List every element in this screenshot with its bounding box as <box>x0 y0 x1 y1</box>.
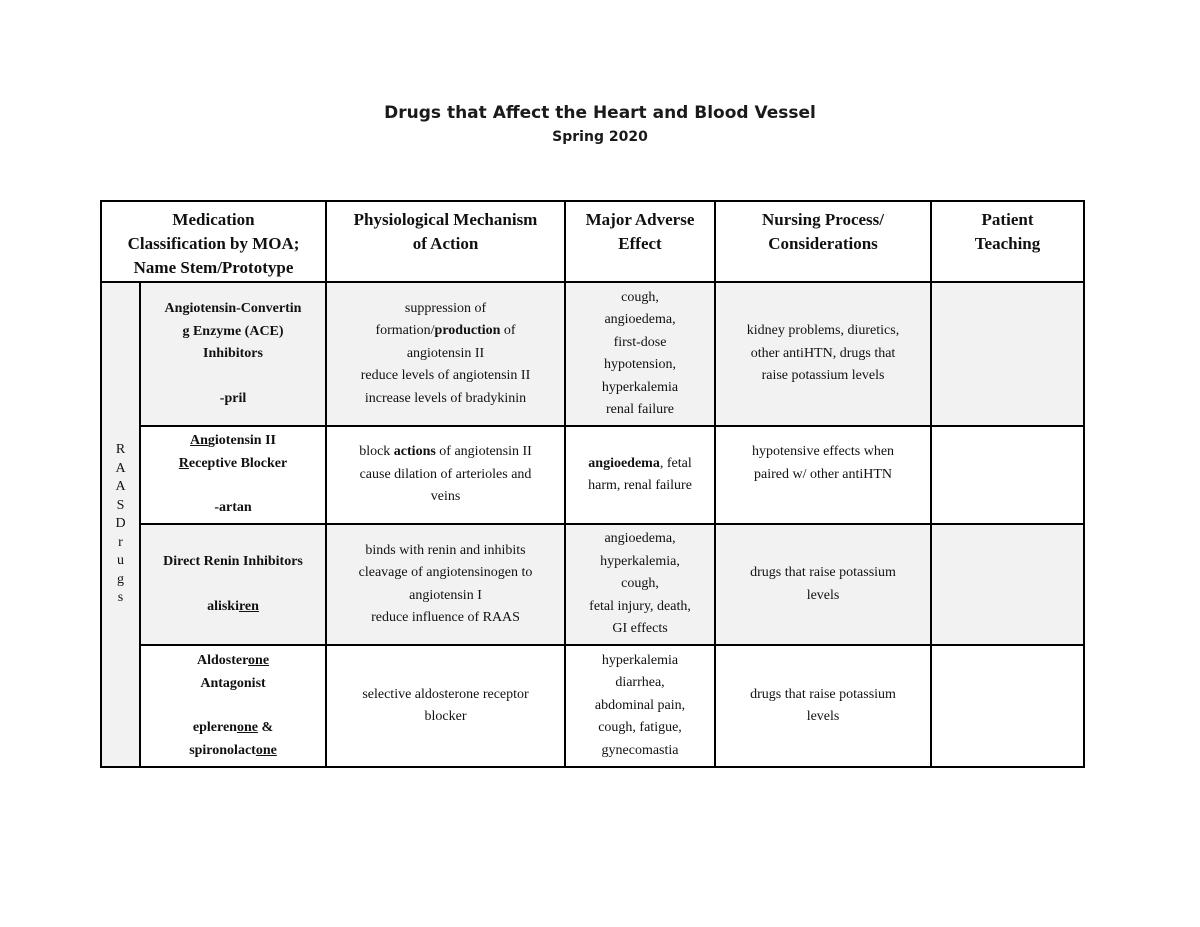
classification-cell <box>140 282 326 426</box>
header-adverse-effect <box>565 201 715 282</box>
adverse-text: angioedema, <box>604 531 676 547</box>
header-text: Effect <box>618 234 662 253</box>
header-mechanism <box>326 201 565 282</box>
classification-text <box>147 650 319 673</box>
mechanism-text: cause dilation of arterioles and <box>359 466 532 482</box>
header-nursing <box>715 201 931 282</box>
mechanism-text: binds with renin and inhibits <box>365 542 526 558</box>
classification-text: Angiotensin-Convertin <box>164 301 302 316</box>
adverse-text: fetal injury, death, <box>589 598 691 614</box>
adverse-text <box>572 453 708 476</box>
nursing-cell <box>715 524 931 645</box>
mechanism-text: reduce levels of angiotensin II <box>360 368 531 384</box>
label-letter: g <box>117 571 124 587</box>
header-text: Patient <box>981 210 1034 229</box>
header-classification <box>101 201 326 282</box>
adverse-effect-cell <box>565 282 715 426</box>
mechanism-text <box>333 320 558 343</box>
name-stem <box>147 717 319 740</box>
underlined-text: ren <box>238 598 259 614</box>
header-patient-teaching <box>931 201 1084 282</box>
adverse-text: harm, renal failure <box>588 478 692 493</box>
classification-text: Antagonist <box>200 675 266 691</box>
header-text: Nursing Process/ <box>762 210 885 229</box>
text-run: formation/ <box>375 323 435 339</box>
adverse-text: cough, fatigue, <box>598 720 682 736</box>
label-letter: R <box>115 442 126 458</box>
mechanism-cell <box>326 426 565 524</box>
adverse-text: renal failure <box>606 402 675 417</box>
drug-table <box>100 200 1085 768</box>
header-text: Physiological Mechanism <box>353 210 538 229</box>
text-run: epleren <box>192 720 237 735</box>
vertical-label <box>108 441 133 608</box>
text-run: , fetal <box>659 455 692 471</box>
emphasis-text: actions <box>393 444 436 460</box>
adverse-text: cough, <box>621 289 659 305</box>
name-stem: -pril <box>219 390 247 406</box>
nursing-text: paired w/ other antiHTN <box>754 466 893 482</box>
classification-cell <box>140 645 326 767</box>
mechanism-text: blocker <box>424 709 467 724</box>
adverse-text: GI effects <box>612 621 668 637</box>
mechanism-text: cleavage of angiotensinogen to <box>358 565 533 580</box>
adverse-effect-cell <box>565 524 715 645</box>
mechanism-cell <box>326 645 565 767</box>
label-letter: S <box>116 497 125 513</box>
adverse-text: diarrhea, <box>615 675 665 691</box>
table-header-row <box>101 201 1084 282</box>
adverse-text: angioedema, <box>604 312 676 327</box>
group-label-raas-drugs <box>101 282 140 767</box>
text-run: of angiotensin II <box>435 444 532 460</box>
nursing-cell <box>715 282 931 426</box>
mechanism-cell <box>326 524 565 645</box>
nursing-text: levels <box>806 587 840 603</box>
mechanism-text: selective aldosterone receptor <box>362 686 529 702</box>
adverse-text: gynecomastia <box>601 742 679 758</box>
classification-cell <box>140 524 326 645</box>
underlined-text: one <box>236 720 258 735</box>
mechanism-text: angiotensin II <box>406 345 485 361</box>
text-run: aliski <box>207 598 239 614</box>
label-letter: A <box>115 479 126 495</box>
table-row <box>101 282 1084 426</box>
text-run: block <box>359 444 394 460</box>
nursing-text: drugs that raise potassium <box>750 565 896 580</box>
nursing-text: levels <box>806 709 840 724</box>
header-text: Teaching <box>974 234 1041 253</box>
adverse-text: hyperkalemia, <box>600 553 680 569</box>
header-text: Name Stem/Prototype <box>133 258 294 277</box>
adverse-text: cough, <box>621 576 659 592</box>
header-text: Considerations <box>768 234 878 253</box>
emphasis-text: angioedema <box>588 455 660 471</box>
nursing-text: drugs that raise potassium <box>750 686 896 702</box>
adverse-text: abdominal pain, <box>594 697 686 713</box>
mechanism-cell <box>326 282 565 426</box>
patient-teaching-cell <box>931 426 1084 524</box>
adverse-text: first-dose <box>613 334 667 350</box>
classification-text <box>147 430 319 453</box>
label-letter: r <box>118 534 123 550</box>
table-row <box>101 645 1084 767</box>
adverse-effect-cell <box>565 645 715 767</box>
classification-cell <box>140 426 326 524</box>
mechanism-text: angiotensin I <box>409 587 482 603</box>
nursing-text: other antiHTN, drugs that <box>750 345 896 361</box>
underlined-text: one <box>248 653 270 668</box>
underlined-text: R <box>178 455 189 471</box>
mechanism-text: reduce influence of RAAS <box>371 610 520 625</box>
adverse-text: hyperkalemia <box>601 379 679 395</box>
nursing-text: hypotensive effects when <box>752 444 895 459</box>
name-stem <box>147 596 319 619</box>
nursing-text: kidney problems, diuretics, <box>746 323 900 339</box>
patient-teaching-cell <box>931 524 1084 645</box>
nursing-text: raise potassium levels <box>761 368 885 384</box>
adverse-effect-cell <box>565 426 715 524</box>
header-text: Major Adverse <box>585 210 695 229</box>
name-stem: -artan <box>214 500 252 516</box>
classification-text <box>147 453 319 476</box>
text-run: & <box>257 720 274 735</box>
nursing-cell <box>715 645 931 767</box>
patient-teaching-cell <box>931 645 1084 767</box>
classification-text: Inhibitors <box>203 346 263 361</box>
label-letter: D <box>115 516 126 532</box>
mechanism-text: increase levels of bradykinin <box>364 390 527 406</box>
mechanism-text <box>333 441 558 464</box>
underlined-text: An <box>190 433 208 449</box>
label-letter: u <box>117 553 124 569</box>
emphasis-text: production <box>434 323 501 339</box>
classification-text: g Enzyme (ACE) <box>182 323 284 339</box>
underlined-text: one <box>255 742 277 758</box>
classification-text: Direct Renin Inhibitors <box>163 554 303 569</box>
header-text: Classification by MOA; <box>127 234 300 253</box>
table-row <box>101 524 1084 645</box>
name-stem <box>147 740 319 763</box>
nursing-cell <box>715 426 931 524</box>
adverse-text: hypotension, <box>604 357 676 372</box>
patient-teaching-cell <box>931 282 1084 426</box>
text-run: giotensin II <box>207 433 276 449</box>
label-letter: s <box>117 590 124 606</box>
label-letter: A <box>115 460 126 476</box>
header-text: Medication <box>172 210 255 229</box>
text-run: Aldoster <box>196 653 249 668</box>
mechanism-text: veins <box>430 489 461 505</box>
document-header <box>0 103 1200 145</box>
mechanism-text: suppression of <box>404 300 487 316</box>
document-title: Drugs that Affect the Heart and Blood Vessel <box>384 103 816 123</box>
text-run: of <box>500 323 516 339</box>
text-run: spironolact <box>189 742 256 758</box>
adverse-text: hyperkalemia <box>601 652 679 668</box>
document-subtitle: Spring 2020 <box>552 129 648 145</box>
header-text: of Action <box>412 234 479 253</box>
text-run: eceptive Blocker <box>188 455 288 471</box>
table-row <box>101 426 1084 524</box>
